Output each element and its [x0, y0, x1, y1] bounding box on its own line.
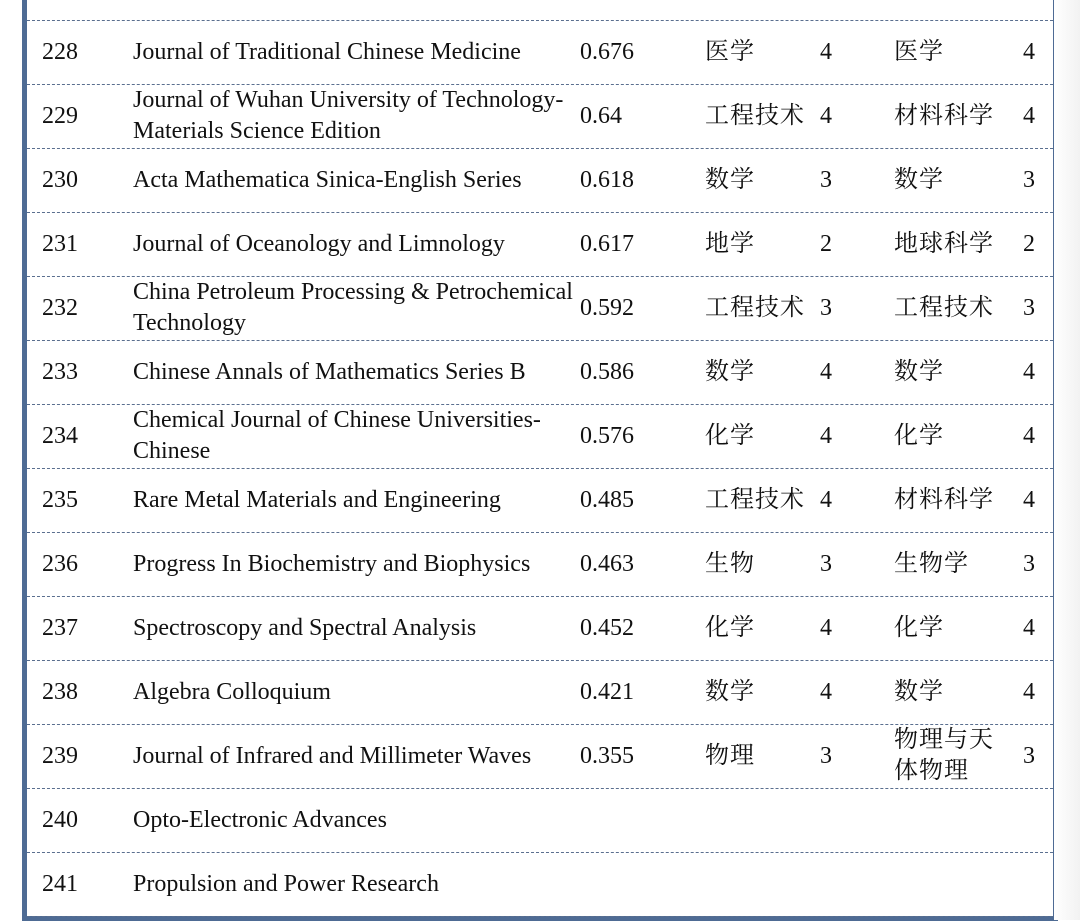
impact-factor-cell: 0.64 — [580, 102, 622, 129]
major-zone-cell: 3 — [820, 294, 832, 321]
journal-name-cell: Progress In Biochemistry and Biophysics — [133, 550, 531, 577]
rank-cell: 240 — [42, 806, 78, 833]
subject-zone-cell: 4 — [1023, 422, 1035, 449]
major-zone-cell: 3 — [820, 550, 832, 577]
major-zone-cell: 4 — [820, 422, 832, 449]
subject-category-cell: 化学 — [894, 614, 944, 641]
major-category-cell: 化学 — [705, 614, 755, 641]
impact-factor-cell: 0.576 — [580, 422, 634, 449]
journal-name-cell: Spectroscopy and Spectral Analysis — [133, 614, 477, 641]
impact-factor-cell: 0.586 — [580, 358, 634, 385]
subject-category-cell — [894, 853, 1009, 916]
rank-cell: 237 — [42, 614, 78, 641]
subject-zone-cell: 3 — [1023, 294, 1035, 321]
subject-zone-cell: 3 — [1023, 166, 1035, 193]
rank-cell: 238 — [42, 678, 78, 705]
subject-zone-cell: 4 — [1023, 614, 1035, 641]
subject-category-cell: 工程技术 — [894, 294, 994, 321]
table-row — [27, 725, 1053, 789]
rank-cell: 228 — [42, 38, 78, 65]
subject-zone-cell: 3 — [1023, 550, 1035, 577]
rank-cell: 235 — [42, 486, 78, 513]
page-edge — [1054, 0, 1080, 920]
table-row — [27, 597, 1053, 661]
impact-factor-cell: 0.355 — [580, 742, 634, 769]
table-row — [27, 149, 1053, 213]
impact-factor-cell: 0.617 — [580, 230, 634, 257]
major-category-cell — [705, 853, 820, 916]
subject-zone-cell — [1023, 853, 1053, 916]
journal-name-cell: Acta Mathematica Sinica-English Series — [133, 166, 522, 193]
table-top-divider — [27, 0, 1053, 21]
subject-category-cell: 医学 — [894, 38, 944, 65]
subject-zone-cell: 3 — [1023, 742, 1035, 769]
journal-name-cell: Rare Metal Materials and Engineering — [133, 486, 501, 513]
subject-category-cell: 化学 — [894, 422, 944, 449]
table-row — [27, 213, 1053, 277]
rank-cell: 232 — [42, 294, 78, 321]
impact-factor-cell — [580, 853, 690, 916]
subject-zone-cell: 4 — [1023, 358, 1035, 385]
major-zone-cell: 3 — [820, 742, 832, 769]
journal-name-cell: Journal of Wuhan University of Technology-Materials Science Edition — [133, 87, 564, 145]
impact-factor-cell: 0.618 — [580, 166, 634, 193]
major-zone-cell — [820, 853, 860, 916]
major-zone-cell: 4 — [820, 358, 832, 385]
subject-category-cell: 材料科学 — [894, 486, 994, 513]
major-zone-cell: 4 — [820, 486, 832, 513]
subject-category-cell: 数学 — [894, 358, 944, 385]
major-category-cell: 工程技术 — [705, 486, 805, 513]
impact-factor-cell: 0.485 — [580, 486, 634, 513]
rank-cell: 241 — [42, 870, 78, 897]
subject-category-cell: 生物学 — [894, 550, 969, 577]
major-category-cell: 数学 — [705, 678, 755, 705]
rank-cell: 229 — [42, 102, 78, 129]
major-category-cell: 工程技术 — [705, 102, 805, 129]
impact-factor-cell: 0.463 — [580, 550, 634, 577]
impact-factor-cell: 0.452 — [580, 614, 634, 641]
subject-zone-cell — [1023, 789, 1053, 852]
journal-name-cell: Chemical Journal of Chinese Universities-Chinese — [133, 407, 541, 465]
table-row — [27, 789, 1053, 853]
rank-cell: 234 — [42, 422, 78, 449]
subject-zone-cell: 4 — [1023, 102, 1035, 129]
major-category-cell — [705, 789, 820, 852]
journal-name-cell: Journal of Oceanology and Limnology — [133, 230, 505, 257]
major-zone-cell: 2 — [820, 230, 832, 257]
subject-category-cell: 数学 — [894, 678, 944, 705]
rank-cell: 233 — [42, 358, 78, 385]
journal-name-cell: Propulsion and Power Research — [133, 870, 439, 897]
journal-name-cell: Journal of Traditional Chinese Medicine — [133, 38, 521, 65]
major-zone-cell: 4 — [820, 38, 832, 65]
major-category-cell: 数学 — [705, 358, 755, 385]
major-category-cell: 地学 — [705, 230, 755, 257]
table-row — [27, 661, 1053, 725]
subject-zone-cell: 4 — [1023, 486, 1035, 513]
major-zone-cell: 4 — [820, 678, 832, 705]
subject-zone-cell: 4 — [1023, 678, 1035, 705]
major-zone-cell: 4 — [820, 102, 832, 129]
major-category-cell: 生物 — [705, 550, 755, 577]
impact-factor-cell — [580, 789, 690, 852]
subject-category-cell: 数学 — [894, 166, 944, 193]
journal-name-cell: Opto-Electronic Advances — [133, 806, 387, 833]
rank-cell: 230 — [42, 166, 78, 193]
subject-zone-cell: 2 — [1023, 230, 1035, 257]
table-row — [27, 533, 1053, 597]
major-category-cell: 数学 — [705, 166, 755, 193]
journal-name-cell: Algebra Colloquium — [133, 678, 331, 705]
impact-factor-cell: 0.592 — [580, 294, 634, 321]
table-row — [27, 469, 1053, 533]
table-row — [27, 405, 1053, 469]
major-zone-cell: 4 — [820, 614, 832, 641]
subject-category-cell: 物理与天体物理 — [894, 727, 994, 785]
journal-name-cell: Chinese Annals of Mathematics Series B — [133, 358, 526, 385]
table-row — [27, 853, 1053, 917]
major-category-cell: 物理 — [705, 742, 755, 769]
major-category-cell: 工程技术 — [705, 294, 805, 321]
table-row — [27, 21, 1053, 85]
journal-name-cell: Journal of Infrared and Millimeter Waves — [133, 742, 532, 769]
subject-category-cell — [894, 789, 1009, 852]
subject-category-cell: 材料科学 — [894, 102, 994, 129]
subject-zone-cell: 4 — [1023, 38, 1035, 65]
journal-ranking-table — [22, 0, 1058, 921]
rank-cell: 239 — [42, 742, 78, 769]
rank-cell: 231 — [42, 230, 78, 257]
table-row — [27, 277, 1053, 341]
major-zone-cell — [820, 789, 860, 852]
journal-name-cell: China Petroleum Processing & Petrochemical Technology — [133, 279, 573, 337]
major-category-cell: 化学 — [705, 422, 755, 449]
impact-factor-cell: 0.676 — [580, 38, 634, 65]
subject-category-cell: 地球科学 — [894, 230, 994, 257]
major-category-cell: 医学 — [705, 38, 755, 65]
table-row — [27, 341, 1053, 405]
table-row — [27, 85, 1053, 149]
major-zone-cell: 3 — [820, 166, 832, 193]
rank-cell: 236 — [42, 550, 78, 577]
impact-factor-cell: 0.421 — [580, 678, 634, 705]
